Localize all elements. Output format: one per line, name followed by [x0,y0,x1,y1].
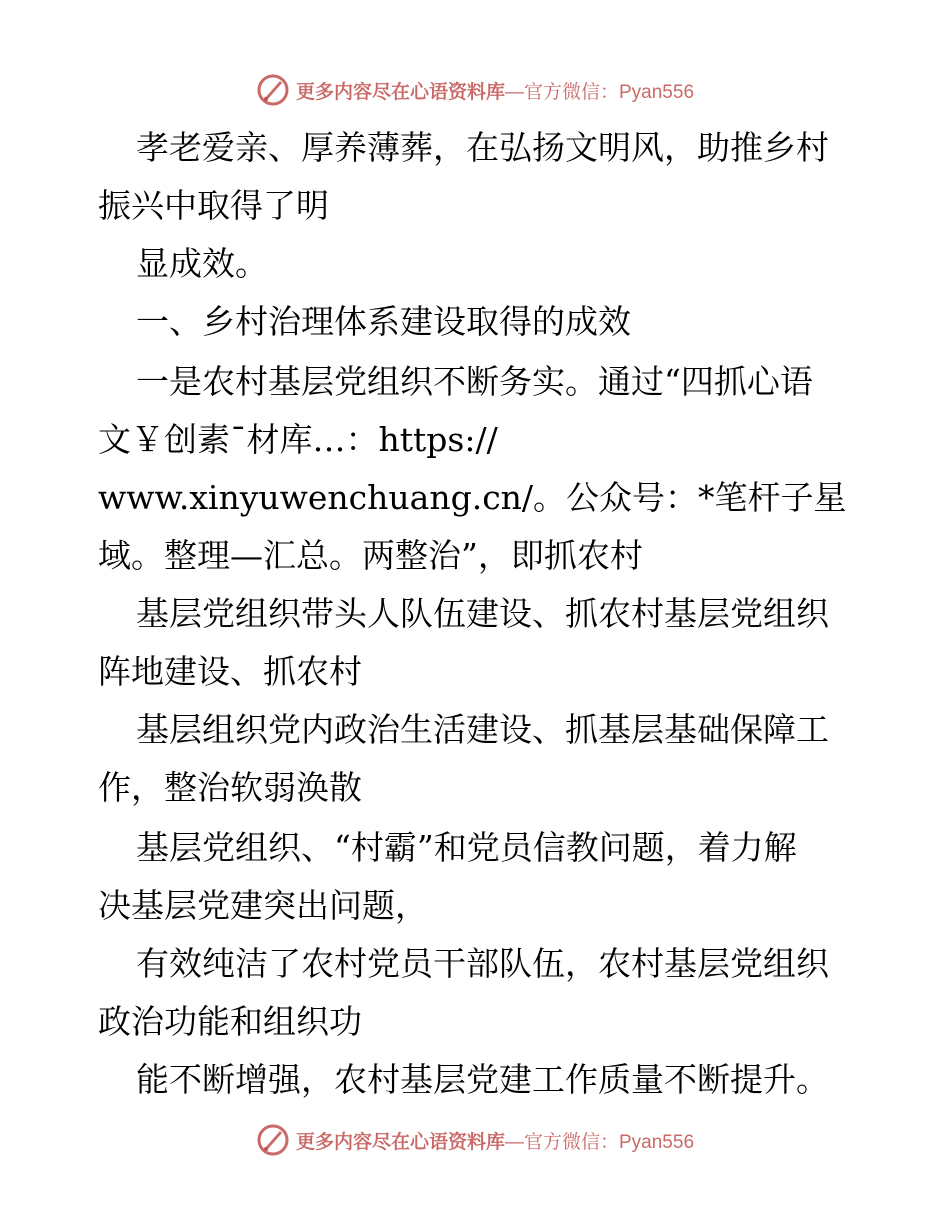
text-line: 一是农村基层党组织不断务实。通过“四抓心语 [136,362,813,401]
text-line: 决基层党建突出问题， [98,886,428,925]
header-watermark [0,72,950,108]
watermark-contact: —官方微信：Pyan556 [505,81,695,103]
text-line: 有效纯洁了农村党员干部队伍，农村基层党组织 [136,944,829,983]
text-line: 政治功能和组织功 [98,1002,362,1041]
text-line: 阵地建设、抓农村 [98,652,362,691]
text-line: 域。整理—汇总。两整治”，即抓农村 [98,536,643,575]
text-line: 文￥创素¯材库…：https:// [98,420,498,459]
quill-logo-icon [256,1123,290,1157]
text-line: 能不断增强，农村基层党建工作质量不断提升。 [136,1060,829,1099]
watermark-text: 更多内容尽在心语资料库 [295,1130,505,1153]
watermark-contact: —官方微信：Pyan556 [505,1131,695,1153]
text-line: 基层党组织、“村霸”和党员信教问题，着力解 [136,828,797,867]
text-line: 一、乡村治理体系建设取得的成效 [136,302,631,341]
text-line: www.xinyuwenchuang.cn/。公众号：*笔杆子星 [98,478,847,517]
text-line: 基层组织党内政治生活建设、抓基层基础保障工 [136,710,829,749]
text-line: 孝老爱亲、厚养薄葬，在弘扬文明风，助推乡村 [136,128,829,167]
quill-logo-icon [256,73,290,107]
footer-watermark [0,1122,950,1158]
watermark-text: 更多内容尽在心语资料库 [295,80,505,103]
text-line: 显成效。 [136,244,268,283]
text-line: 振兴中取得了明 [98,186,329,225]
text-line: 基层党组织带头人队伍建设、抓农村基层党组织 [136,594,829,633]
text-line: 作，整治软弱涣散 [98,768,362,807]
